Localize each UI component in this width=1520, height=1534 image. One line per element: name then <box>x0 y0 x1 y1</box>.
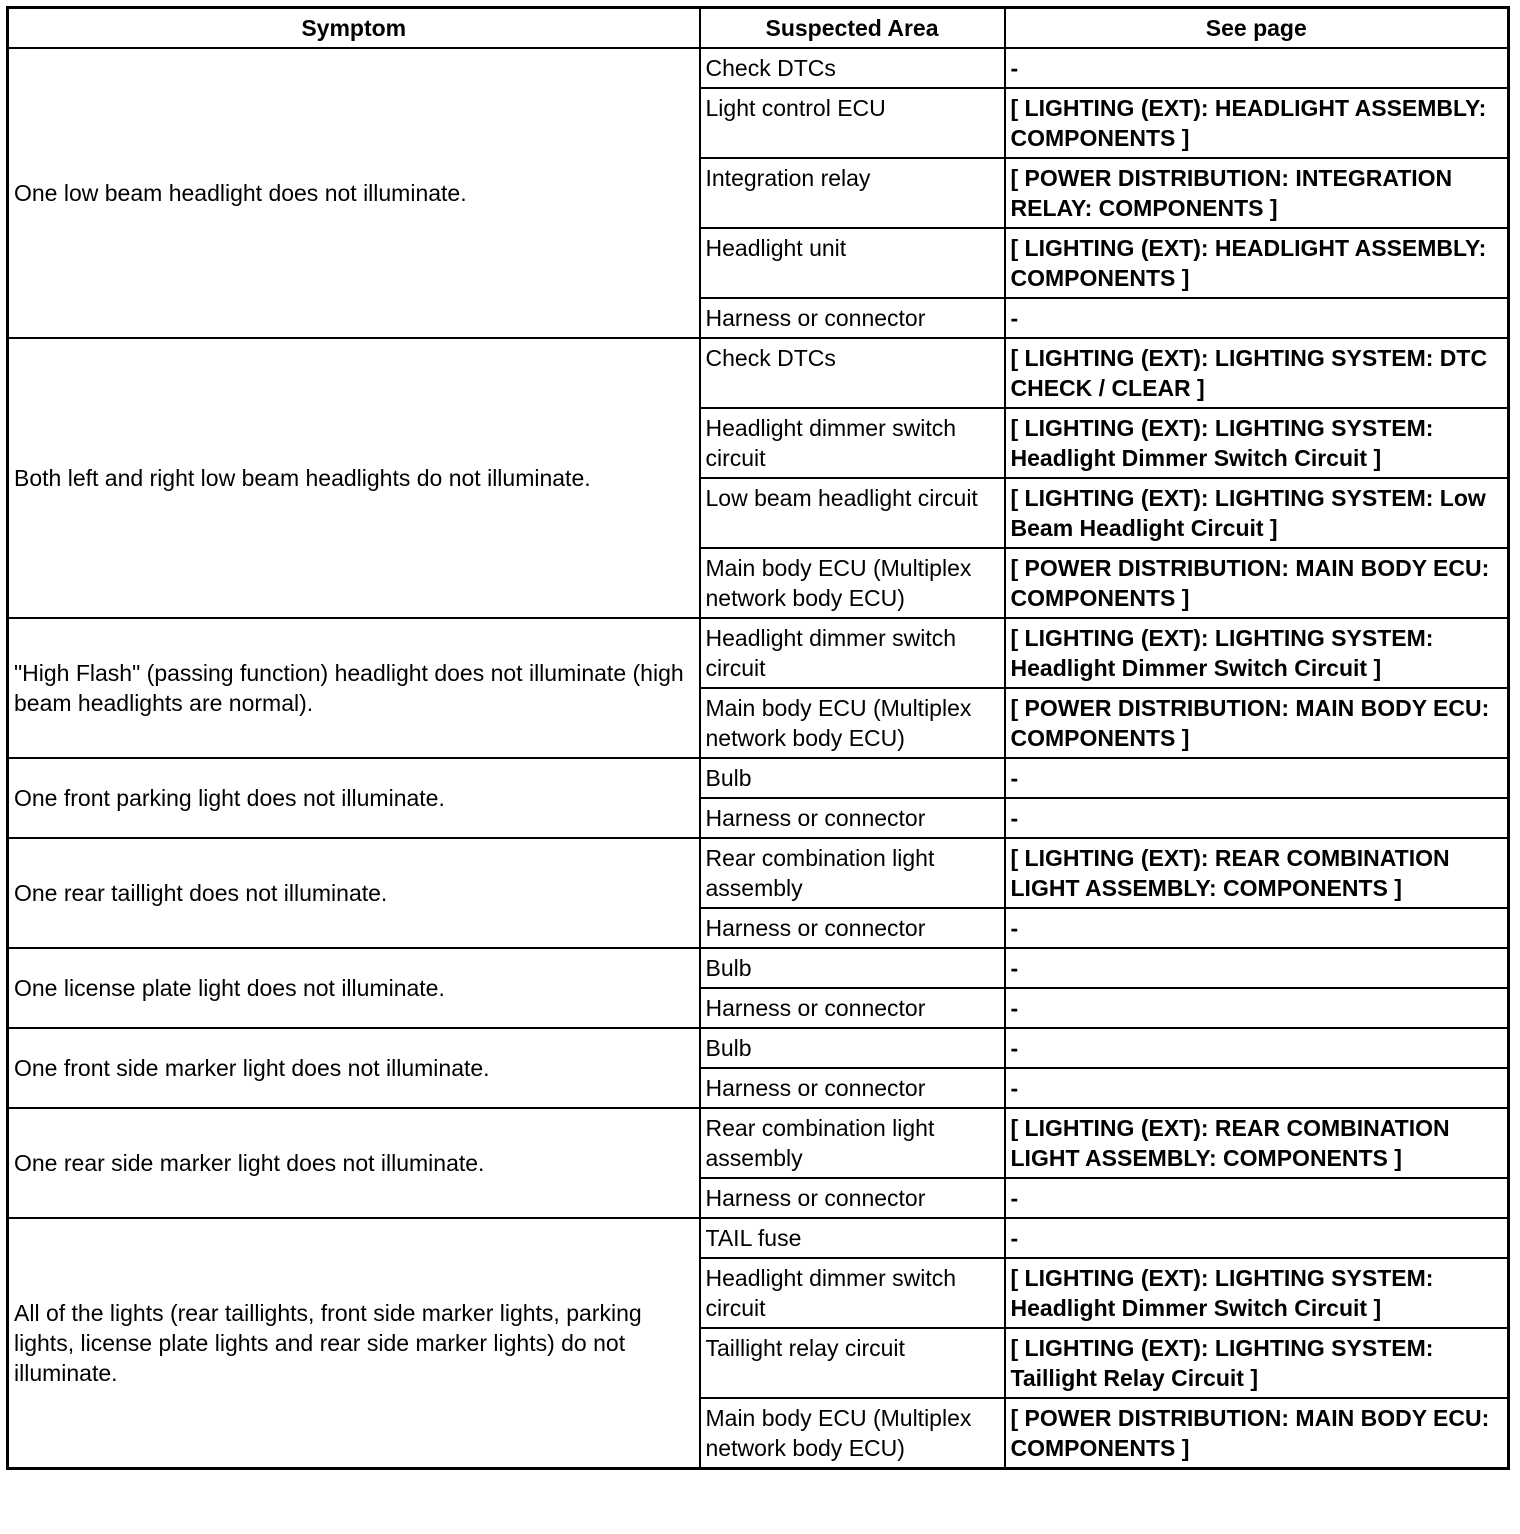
see-page-cell: [ POWER DISTRIBUTION: MAIN BODY ECU: COMPONENTS ] <box>1005 688 1509 758</box>
see-page-cell: [ LIGHTING (EXT): LIGHTING SYSTEM: DTC CHECK / CLEAR ] <box>1005 338 1509 408</box>
suspected-area-cell: Harness or connector <box>700 1178 1005 1218</box>
symptom-cell: One low beam headlight does not illuminate. <box>8 48 700 338</box>
suspected-area-cell: Low beam headlight circuit <box>700 478 1005 548</box>
symptom-cell: One front parking light does not illuminate. <box>8 758 700 838</box>
suspected-area-cell: Harness or connector <box>700 298 1005 338</box>
suspected-area-cell: TAIL fuse <box>700 1218 1005 1258</box>
see-page-cell: [ LIGHTING (EXT): HEADLIGHT ASSEMBLY: COMPONENTS ] <box>1005 88 1509 158</box>
suspected-area-cell: Check DTCs <box>700 48 1005 88</box>
suspected-area-cell: Headlight dimmer switch circuit <box>700 408 1005 478</box>
suspected-area-cell: Headlight dimmer switch circuit <box>700 618 1005 688</box>
header-suspected-area: Suspected Area <box>700 8 1005 49</box>
table-row <box>8 338 1509 408</box>
see-page-cell: - <box>1005 1028 1509 1068</box>
suspected-area-cell: Integration relay <box>700 158 1005 228</box>
see-page-cell: - <box>1005 1068 1509 1108</box>
see-page-cell: [ LIGHTING (EXT): LIGHTING SYSTEM: Headlight Dimmer Switch Circuit ] <box>1005 408 1509 478</box>
suspected-area-cell: Harness or connector <box>700 908 1005 948</box>
see-page-cell: - <box>1005 798 1509 838</box>
suspected-area-cell: Harness or connector <box>700 1068 1005 1108</box>
suspected-area-cell: Bulb <box>700 948 1005 988</box>
suspected-area-cell: Harness or connector <box>700 988 1005 1028</box>
symptom-cell: Both left and right low beam headlights do not illuminate. <box>8 338 700 618</box>
suspected-area-cell: Rear combination light assembly <box>700 1108 1005 1178</box>
suspected-area-cell: Rear combination light assembly <box>700 838 1005 908</box>
see-page-cell: - <box>1005 948 1509 988</box>
table-row <box>8 48 1509 88</box>
see-page-cell: [ LIGHTING (EXT): LIGHTING SYSTEM: Headlight Dimmer Switch Circuit ] <box>1005 618 1509 688</box>
table-row <box>8 1028 1509 1068</box>
see-page-cell: - <box>1005 908 1509 948</box>
table-row <box>8 1218 1509 1258</box>
table-row <box>8 838 1509 908</box>
header-symptom: Symptom <box>8 8 700 49</box>
see-page-cell: [ LIGHTING (EXT): REAR COMBINATION LIGHT ASSEMBLY: COMPONENTS ] <box>1005 1108 1509 1178</box>
suspected-area-cell: Headlight dimmer switch circuit <box>700 1258 1005 1328</box>
symptom-cell: All of the lights (rear taillights, front side marker lights, parking lights, license plate lights and rear side marker lights) do not illuminate. <box>8 1218 700 1469</box>
see-page-cell: [ POWER DISTRIBUTION: INTEGRATION RELAY: COMPONENTS ] <box>1005 158 1509 228</box>
troubleshooting-table <box>6 6 1510 1470</box>
see-page-cell: - <box>1005 758 1509 798</box>
see-page-cell: [ LIGHTING (EXT): LIGHTING SYSTEM: Headlight Dimmer Switch Circuit ] <box>1005 1258 1509 1328</box>
symptom-cell: One license plate light does not illuminate. <box>8 948 700 1028</box>
see-page-cell: - <box>1005 48 1509 88</box>
see-page-cell: - <box>1005 1178 1509 1218</box>
suspected-area-cell: Main body ECU (Multiplex network body ECU) <box>700 688 1005 758</box>
header-row <box>8 8 1509 49</box>
table-row <box>8 618 1509 688</box>
see-page-cell: [ POWER DISTRIBUTION: MAIN BODY ECU: COMPONENTS ] <box>1005 1398 1509 1469</box>
see-page-cell: - <box>1005 1218 1509 1258</box>
suspected-area-cell: Bulb <box>700 1028 1005 1068</box>
header-see-page: See page <box>1005 8 1509 49</box>
see-page-cell: - <box>1005 988 1509 1028</box>
table-row <box>8 758 1509 798</box>
symptom-cell: "High Flash" (passing function) headlight does not illuminate (high beam headlights are normal). <box>8 618 700 758</box>
suspected-area-cell: Light control ECU <box>700 88 1005 158</box>
suspected-area-cell: Bulb <box>700 758 1005 798</box>
table-row <box>8 1108 1509 1178</box>
see-page-cell: - <box>1005 298 1509 338</box>
symptom-cell: One front side marker light does not illuminate. <box>8 1028 700 1108</box>
see-page-cell: [ LIGHTING (EXT): LIGHTING SYSTEM: Low Beam Headlight Circuit ] <box>1005 478 1509 548</box>
see-page-cell: [ LIGHTING (EXT): LIGHTING SYSTEM: Taillight Relay Circuit ] <box>1005 1328 1509 1398</box>
table-body <box>8 48 1509 1469</box>
suspected-area-cell: Taillight relay circuit <box>700 1328 1005 1398</box>
symptom-cell: One rear taillight does not illuminate. <box>8 838 700 948</box>
suspected-area-cell: Headlight unit <box>700 228 1005 298</box>
symptom-cell: One rear side marker light does not illuminate. <box>8 1108 700 1218</box>
see-page-cell: [ LIGHTING (EXT): HEADLIGHT ASSEMBLY: COMPONENTS ] <box>1005 228 1509 298</box>
suspected-area-cell: Check DTCs <box>700 338 1005 408</box>
suspected-area-cell: Main body ECU (Multiplex network body ECU) <box>700 1398 1005 1469</box>
table-row <box>8 948 1509 988</box>
suspected-area-cell: Harness or connector <box>700 798 1005 838</box>
suspected-area-cell: Main body ECU (Multiplex network body ECU) <box>700 548 1005 618</box>
see-page-cell: [ POWER DISTRIBUTION: MAIN BODY ECU: COMPONENTS ] <box>1005 548 1509 618</box>
see-page-cell: [ LIGHTING (EXT): REAR COMBINATION LIGHT ASSEMBLY: COMPONENTS ] <box>1005 838 1509 908</box>
